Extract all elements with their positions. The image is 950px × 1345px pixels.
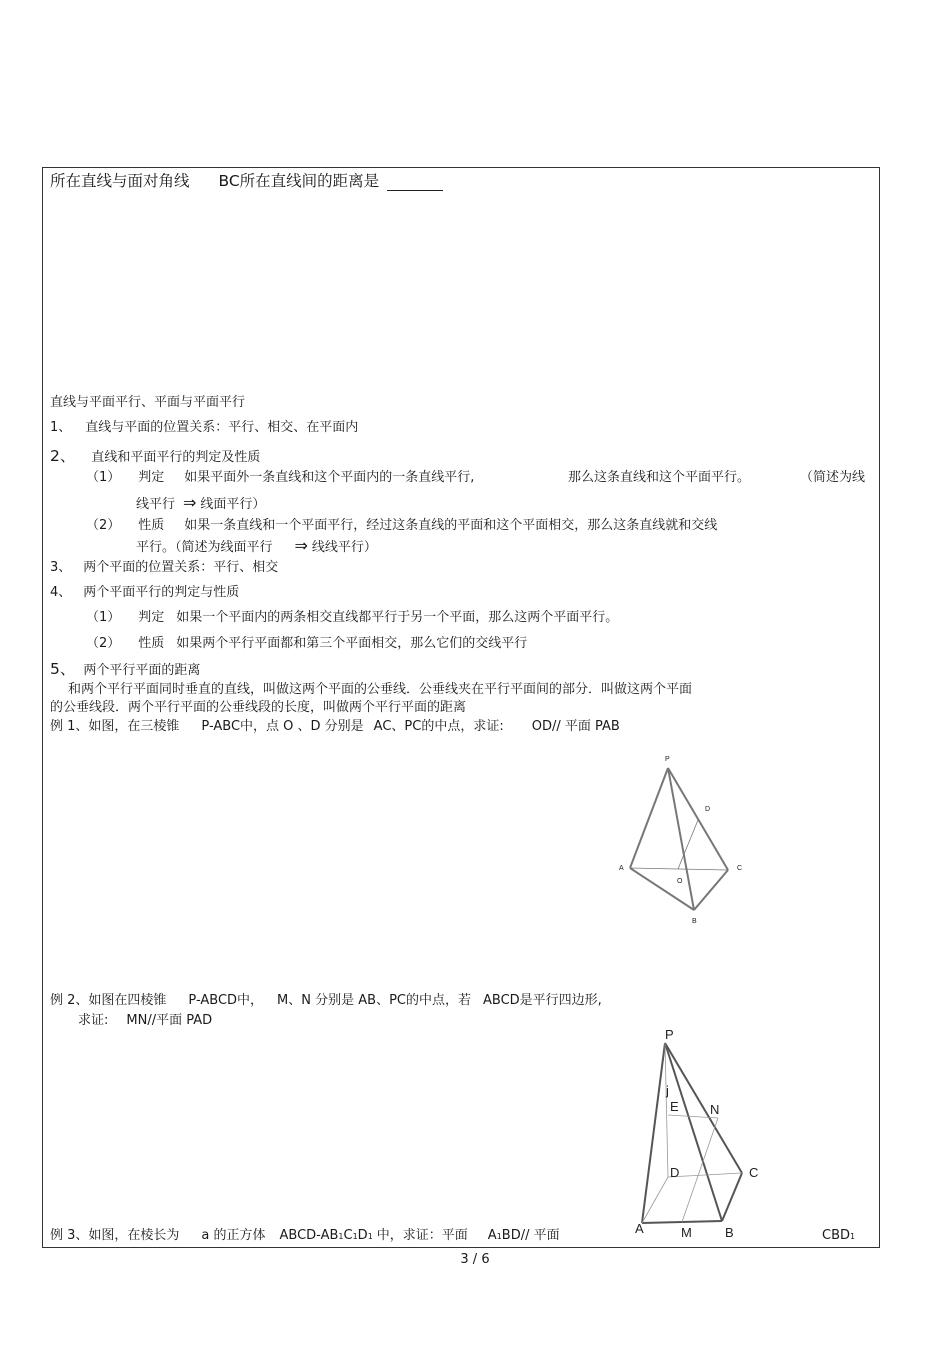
section-title: 直线与平面平行、平面与平面平行 — [50, 395, 246, 410]
page-number: 3 / 6 — [460, 1252, 490, 1267]
item-2-1-text-c: （简述为线 — [800, 470, 866, 485]
header-line — [50, 171, 443, 191]
header-rest: 所在直线间的距离是 — [239, 172, 380, 190]
item-3: 3、 两个平面的位置关系：平行、相交 — [50, 560, 279, 575]
example-1: 例 1、如图，在三棱锥 P-ABC中，点 O 、D 分别是 AC、PC的中点，求证: OD// 平面 PAB — [50, 719, 620, 734]
label-A: A — [635, 1221, 644, 1236]
label-P: P — [665, 756, 670, 763]
item-2: 2、 直线和平面平行的判定及性质 — [50, 447, 261, 465]
item-1: 1、 直线与平面的位置关系：平行、相交、在平面内 — [50, 420, 359, 435]
example-3-cbd: CBD1 — [822, 1228, 856, 1243]
label-B: B — [692, 918, 697, 925]
item-5-para-2: 的公垂线段．两个平行平面的公垂线段的长度，叫做两个平行平面的距离 — [50, 700, 467, 715]
label-j: j — [666, 1083, 669, 1098]
item-4-2: （2） 性质 如果两个平行平面都和第三个平面相交，那么它们的交线平行 — [86, 636, 528, 651]
answer-blank — [387, 176, 443, 191]
item-4: 4、 两个平面平行的判定与性质 — [50, 585, 240, 600]
label-N: N — [710, 1102, 720, 1117]
item-2-1: （1） 判定 如果平面外一条直线和这个平面内的一条直线平行, — [86, 470, 475, 485]
label-C: C — [737, 865, 743, 872]
example-2-prove: 求证: MN//平面 PAD — [78, 1013, 213, 1028]
item-5: 5、 两个平行平面的距离 — [50, 660, 201, 678]
label-M: M — [681, 1225, 692, 1240]
label-D: D — [670, 1165, 680, 1180]
implies-arrow-icon: ⇒ — [294, 536, 308, 555]
example-3: 例 3、如图，在棱长为 a 的正方体 ABCD-AB1C1D1 中，求证：平面 A1BD// 平面 — [50, 1228, 560, 1243]
label-O: O — [677, 878, 683, 885]
label-C: C — [749, 1165, 759, 1180]
header-bc: BC — [218, 172, 240, 190]
example-2: 例 2、如图在四棱锥 P-ABCD中， M、N 分别是 AB、PC的中点，若 ABCD是平行四边形, — [50, 993, 602, 1008]
quadrilateral-pyramid-figure — [630, 1025, 770, 1245]
item-4-1: （1） 判定 如果一个平面内的两条相交直线都平行于另一个平面，那么这两个平面平行。 — [86, 610, 619, 625]
item-2-1-text-b: 那么这条直线和这个平面平行。 — [568, 470, 751, 485]
item-2-2: （2） 性质 如果一条直线和一个平面平行，经过这条直线的平面和这个平面相交，那么这条直线就和交线 — [86, 518, 718, 533]
item-2-2-line2: 平行。（简述为线面平行 ⇒ 线线平行） — [136, 536, 377, 555]
header-text: 所在直线与面对角线 — [50, 172, 190, 190]
label-A: A — [619, 865, 624, 872]
label-E: E — [670, 1099, 679, 1114]
item-5-para-1: 和两个平行平面同时垂直的直线，叫做这两个平面的公垂线．公垂线夹在平行平面间的部分．叫做这两个平面 — [68, 682, 693, 697]
implies-arrow-icon: ⇒ — [183, 493, 197, 512]
label-B: B — [725, 1225, 734, 1240]
triangular-pyramid-figure — [610, 750, 750, 930]
label-D: D — [705, 806, 711, 813]
label-P: P — [665, 1027, 674, 1042]
item-2-1-line2: 线平行 ⇒ 线面平行） — [136, 493, 266, 512]
